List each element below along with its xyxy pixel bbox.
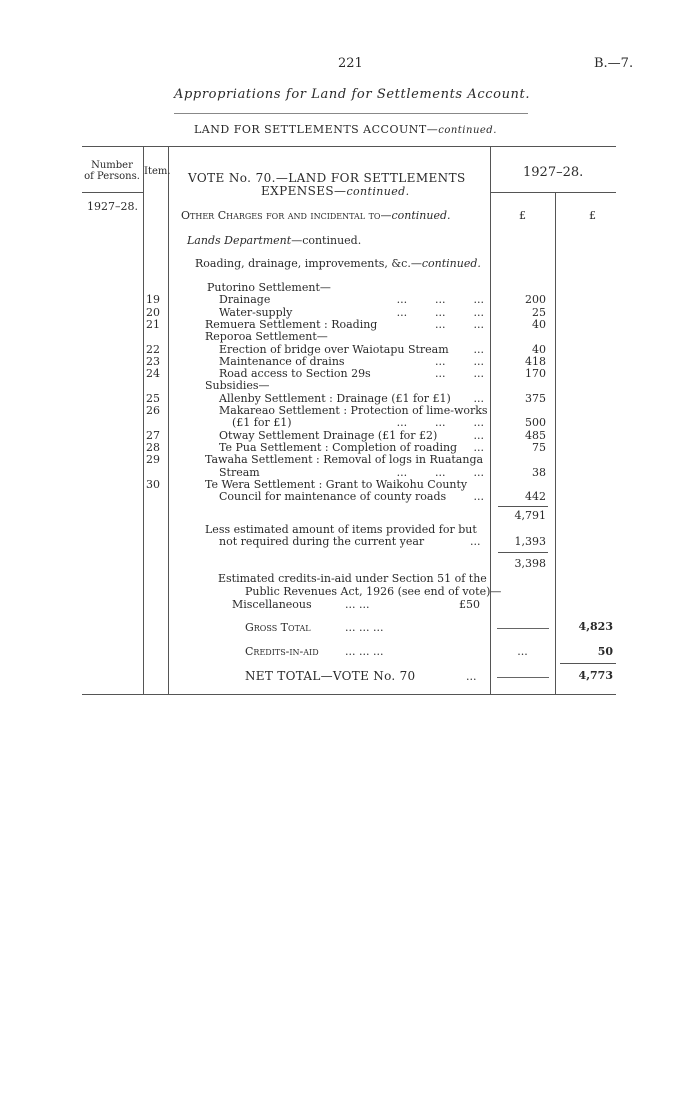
row-description: Putorino Settlement— xyxy=(207,281,331,294)
row-leader-dots: ... ... ... xyxy=(396,293,484,307)
vote-title-continued: continued. xyxy=(346,185,410,198)
description-column-divider xyxy=(490,146,491,694)
row-description: Tawaha Settlement : Removal of logs in Ruatanga xyxy=(205,453,484,467)
net-subtotal-rule xyxy=(498,552,548,553)
row-description: Water-supply xyxy=(219,305,293,319)
gross-total-dots: ... ... ... xyxy=(345,621,384,634)
department-name: Lands Department xyxy=(187,234,292,247)
subheading-main: LAND FOR SETTLEMENTS ACCOUNT— xyxy=(194,123,439,136)
row-amount: 485 xyxy=(525,428,546,442)
currency-symbol-1: £ xyxy=(519,209,526,222)
row-amount: 75 xyxy=(532,440,546,454)
credits-line1: Estimated credits-in-aid under Section 51 of the xyxy=(218,572,487,585)
vote-title-line1: VOTE No. 70.—LAND FOR SETTLEMENTS xyxy=(188,171,466,185)
row-description: Subsidies— xyxy=(205,379,270,393)
credits-in-aid-dots: ... ... ... xyxy=(345,645,384,658)
persons-header-rule xyxy=(82,192,143,193)
row-amount: 500 xyxy=(525,416,546,430)
net-total-amount: 4,773 xyxy=(578,669,613,682)
vote-title-line2 xyxy=(261,184,409,198)
row-item-number: 20 xyxy=(146,305,160,319)
net-dash xyxy=(497,677,549,678)
row-leader-dots: ... xyxy=(473,490,484,504)
row-item-number: 28 xyxy=(146,440,160,454)
row-description: Makareao Settlement : Protection of lime-works xyxy=(219,404,488,417)
row-item-number: 27 xyxy=(146,428,160,442)
credits-line2: Public Revenues Act, 1926 (see end of vote)— xyxy=(245,585,502,598)
row-leader-dots: ... xyxy=(473,428,484,442)
row-leader-dots: ... xyxy=(473,342,484,356)
gross-total-amount: 4,823 xyxy=(578,620,613,633)
table-bottom-rule xyxy=(82,694,616,695)
row-description: Te Pua Settlement : Completion of roading xyxy=(219,440,458,454)
row-leader-dots: ... ... xyxy=(435,317,484,331)
subheading-continued: continued. xyxy=(438,125,497,136)
subtotal-rule xyxy=(498,506,548,507)
section-heading-main: Other Charges for and incidental to— xyxy=(181,209,392,222)
year-column-header: 1927–28. xyxy=(523,165,584,180)
persons-year-label: 1927–28. xyxy=(87,200,138,213)
less-estimated-line2: not required during the current year xyxy=(219,535,425,548)
gross-dash xyxy=(497,628,549,629)
row-leader-dots: ... ... ... xyxy=(396,465,484,479)
row-description: Council for maintenance of county roads xyxy=(219,490,447,504)
credits-line3: Miscellaneous xyxy=(232,598,312,611)
item-column-header: Item. xyxy=(144,166,171,177)
less-estimated-line1: Less estimated amount of items provided for but xyxy=(205,523,477,536)
gross-total-label: Gross Total xyxy=(245,621,311,634)
vote-title-expenses: EXPENSES— xyxy=(261,184,347,198)
section-heading xyxy=(181,209,451,222)
amount-header-rule xyxy=(490,192,616,193)
department-heading xyxy=(187,234,361,247)
row-item-number: 25 xyxy=(146,391,160,405)
net-subtotal-amount: 3,398 xyxy=(514,557,546,570)
row-amount: 375 xyxy=(525,391,546,405)
row-item-number: 26 xyxy=(146,404,160,417)
row-amount: 442 xyxy=(525,490,546,504)
row-leader-dots: ... ... xyxy=(435,367,484,381)
row-amount: 38 xyxy=(532,465,546,479)
persons-header-line1: Number xyxy=(91,160,133,171)
row-description: Stream xyxy=(219,465,260,479)
row-description: (£1 for £1) xyxy=(232,416,292,430)
row-description: Road access to Section 29s xyxy=(219,367,371,381)
persons-header-line2: of Persons. xyxy=(84,171,140,182)
group-heading-continued: continued. xyxy=(421,257,481,270)
credits-in-aid-label: Credits-in-aid xyxy=(245,645,319,658)
account-subheading xyxy=(194,123,497,136)
row-description: Allenby Settlement : Drainage (£1 for £1) xyxy=(219,391,451,405)
row-amount: 40 xyxy=(532,317,546,331)
credits-in-aid-mid: ... xyxy=(517,645,528,658)
row-description: Maintenance of drains xyxy=(219,354,345,368)
credits-line3-dots: ... ... xyxy=(345,598,370,611)
row-description: Te Wera Settlement : Grant to Waikohu County xyxy=(205,477,468,491)
less-estimated-dots: ... xyxy=(470,535,481,548)
row-item-number: 24 xyxy=(146,367,160,381)
heading-rule xyxy=(174,113,528,114)
document-reference: B.—7. xyxy=(594,56,634,71)
row-amount: 40 xyxy=(532,342,546,356)
persons-column-divider xyxy=(143,146,144,694)
row-description: Drainage xyxy=(219,293,271,307)
persons-column-header xyxy=(82,160,142,182)
row-description: Erection of bridge over Waiotapu Stream xyxy=(219,342,449,356)
item-column-divider xyxy=(168,146,169,694)
credits-misc-amount: £50 xyxy=(459,598,480,611)
row-item-number: 21 xyxy=(146,317,160,331)
net-total-label: NET TOTAL—VOTE No. 70 xyxy=(245,669,416,683)
row-item-number: 19 xyxy=(146,293,160,307)
row-item-number: 29 xyxy=(146,453,160,467)
row-leader-dots: ... ... xyxy=(435,354,484,368)
row-leader-dots: ... ... ... xyxy=(396,305,484,319)
page-heading: Appropriations for Land for Settlements Account. xyxy=(174,87,531,102)
row-leader-dots: ... ... ... xyxy=(396,416,484,430)
currency-symbol-2: £ xyxy=(589,209,596,222)
row-description: Reporoa Settlement— xyxy=(205,330,328,344)
less-estimated-amount: 1,393 xyxy=(514,535,546,548)
group-heading xyxy=(195,257,481,270)
row-leader-dots: ... xyxy=(473,391,484,405)
row-item-number: 30 xyxy=(146,477,160,491)
net-total-dots: ... xyxy=(466,670,477,683)
net-total-rule xyxy=(560,663,616,664)
credits-in-aid-amount: 50 xyxy=(597,645,613,658)
row-description: Otway Settlement Drainage (£1 for £2) xyxy=(219,428,438,442)
section-heading-continued: continued. xyxy=(391,209,451,222)
group-heading-main: Roading, drainage, improvements, &c.— xyxy=(195,257,422,270)
row-leader-dots: ... xyxy=(473,440,484,454)
amount-column-divider xyxy=(555,192,556,694)
table-top-rule xyxy=(82,146,616,147)
row-item-number: 23 xyxy=(146,354,160,368)
row-amount: 200 xyxy=(525,293,546,307)
row-amount: 25 xyxy=(532,305,546,319)
row-description: Remuera Settlement : Roading xyxy=(205,317,378,331)
row-amount: 170 xyxy=(525,367,546,381)
row-amount: 418 xyxy=(525,354,546,368)
page-number: 221 xyxy=(338,56,363,71)
department-continued: —continued. xyxy=(291,234,362,247)
row-item-number: 22 xyxy=(146,342,160,356)
subtotal-amount: 4,791 xyxy=(514,509,546,522)
